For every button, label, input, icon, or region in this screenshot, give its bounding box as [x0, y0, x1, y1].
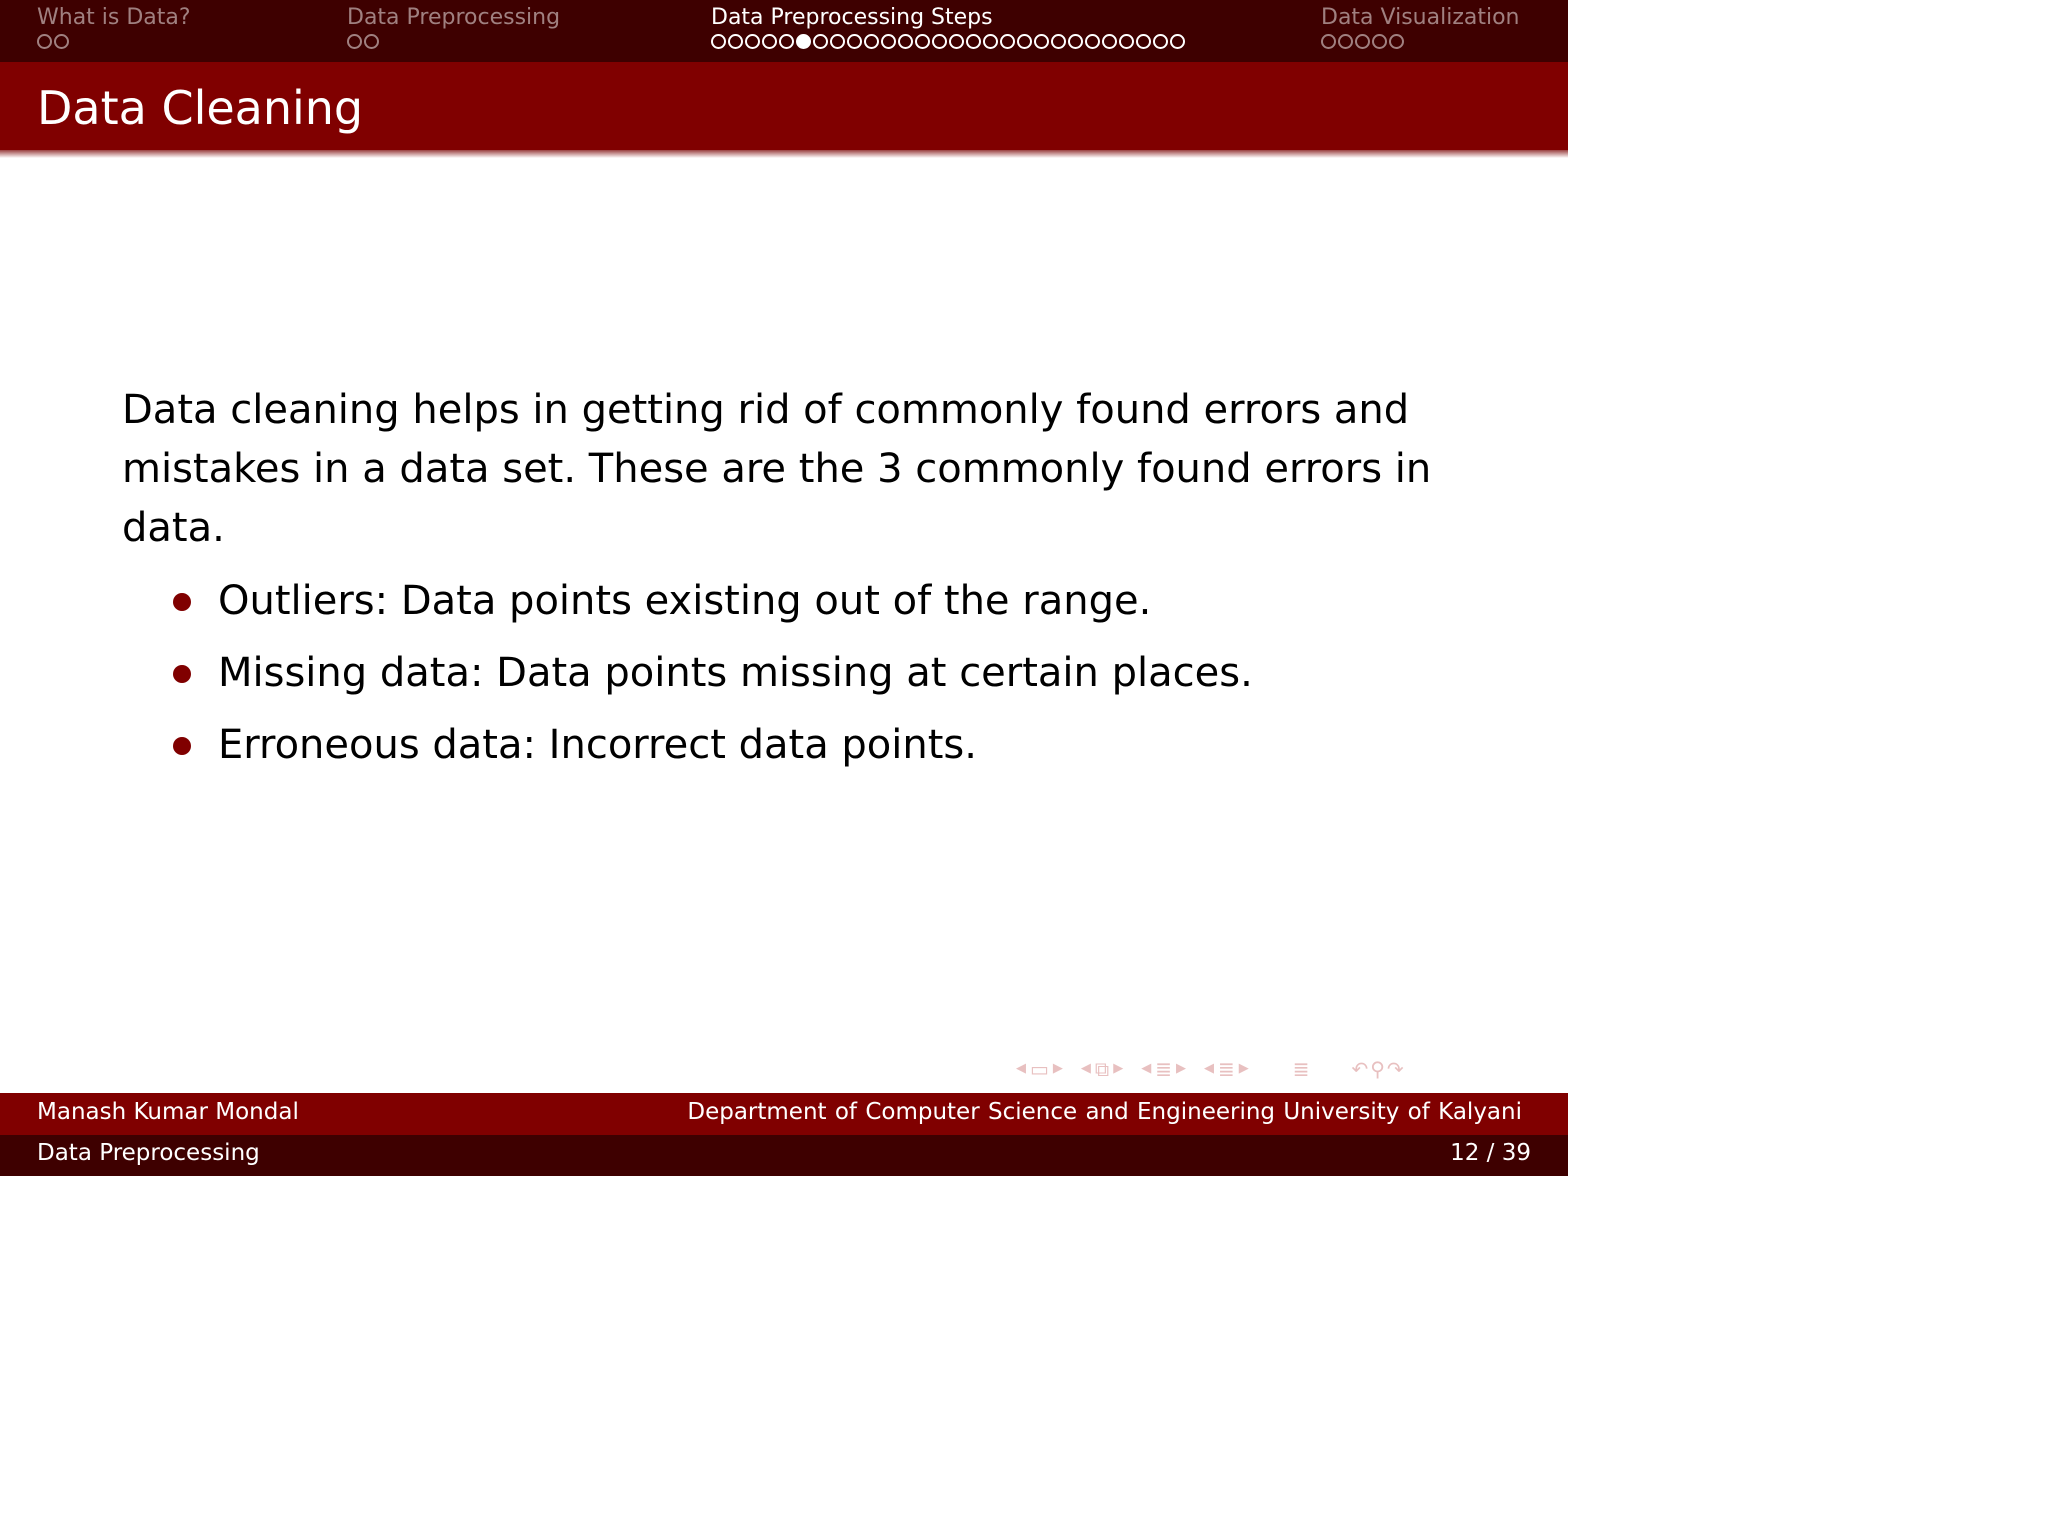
frame-dot[interactable] — [347, 34, 362, 49]
frame-dot[interactable] — [1085, 34, 1100, 49]
frame-dot[interactable] — [711, 34, 726, 49]
section-navigation-bar — [0, 0, 1568, 62]
error-list — [122, 572, 1442, 774]
frame-dot[interactable] — [762, 34, 777, 49]
frame-dot[interactable] — [1000, 34, 1015, 49]
frame-dot[interactable] — [898, 34, 913, 49]
forward-icon[interactable]: ↷ — [1386, 1057, 1404, 1081]
frame-dot[interactable] — [949, 34, 964, 49]
frame-dot[interactable] — [1372, 34, 1387, 49]
frame-dot[interactable] — [745, 34, 760, 49]
frame-dot[interactable] — [983, 34, 998, 49]
frame-dot[interactable] — [1170, 34, 1185, 49]
presentation-nav-icon[interactable]: ≣ — [1217, 1057, 1235, 1081]
nav-section-data-visualization[interactable] — [1321, 3, 1519, 49]
bullet-icon — [173, 665, 191, 683]
frame-title-bar — [0, 62, 1568, 150]
prev-subsection-icon[interactable]: ◀ — [1080, 1061, 1091, 1076]
frame-dot[interactable] — [1153, 34, 1168, 49]
bullet-icon — [173, 737, 191, 755]
current-frame-dot[interactable] — [796, 34, 811, 49]
frame-dot[interactable] — [1102, 34, 1117, 49]
prev-presentation-icon[interactable]: ◀ — [1203, 1061, 1214, 1076]
frame-dot[interactable] — [1034, 34, 1049, 49]
prev-frame-icon[interactable]: ◀ — [1016, 1061, 1026, 1076]
search-icon[interactable]: ⚲ — [1370, 1057, 1385, 1081]
intro-paragraph: Data cleaning helps in getting rid of commonly found errors and mistakes in a data set. These are the 3 commonly found errors in data. — [122, 387, 1432, 551]
footer-title-bar — [0, 1135, 1568, 1176]
frame-dot[interactable] — [932, 34, 947, 49]
nav-section-dots — [1321, 34, 1519, 49]
nav-section-dots — [347, 34, 560, 49]
list-item-text: Erroneous data: Incorrect data points. — [218, 722, 977, 768]
frame-dot[interactable] — [966, 34, 981, 49]
frame-dot[interactable] — [1136, 34, 1151, 49]
appendix-nav-icon[interactable]: ≣ — [1292, 1057, 1310, 1081]
list-item-text: Missing data: Data points missing at certain places. — [218, 650, 1253, 696]
nav-section-preprocessing-steps[interactable] — [711, 3, 1185, 49]
frame-dot[interactable] — [779, 34, 794, 49]
nav-section-dots — [37, 34, 191, 49]
frame-dot[interactable] — [1119, 34, 1134, 49]
nav-section-dots — [711, 34, 1185, 49]
frame-dot[interactable] — [915, 34, 930, 49]
footer-author: Manash Kumar Mondal — [37, 1099, 299, 1125]
nav-section-title[interactable]: What is Data? — [37, 5, 191, 30]
frame-dot[interactable] — [1051, 34, 1066, 49]
frame-dot[interactable] — [1017, 34, 1032, 49]
frame-dot[interactable] — [728, 34, 743, 49]
subsection-nav-icon[interactable]: ⧉ — [1094, 1057, 1110, 1081]
next-frame-icon[interactable]: ▶ — [1052, 1061, 1063, 1076]
frame-dot[interactable] — [1068, 34, 1083, 49]
bullet-icon — [173, 593, 191, 611]
frame-dot[interactable] — [864, 34, 879, 49]
footer-institute: Department of Computer Science and Engineering University of Kalyani — [687, 1099, 1522, 1125]
frame-dot[interactable] — [1338, 34, 1353, 49]
page-number: 12 / 39 — [1450, 1140, 1531, 1166]
frame-dot[interactable] — [1355, 34, 1370, 49]
next-section-icon[interactable]: ▶ — [1175, 1061, 1186, 1076]
frame-dot[interactable] — [1321, 34, 1336, 49]
frame-dot[interactable] — [830, 34, 845, 49]
nav-section-title[interactable]: Data Visualization — [1321, 5, 1520, 30]
frame-title: Data Cleaning — [37, 81, 364, 135]
next-subsection-icon[interactable]: ▶ — [1113, 1061, 1124, 1076]
footer-short-title: Data Preprocessing — [37, 1140, 260, 1166]
slide-body — [122, 381, 1442, 788]
frame-dot[interactable] — [364, 34, 379, 49]
next-presentation-icon[interactable]: ▶ — [1238, 1061, 1249, 1076]
footer-author-bar — [0, 1093, 1568, 1135]
prev-section-icon[interactable]: ◀ — [1141, 1061, 1152, 1076]
frame-nav-icon[interactable]: ▭ — [1030, 1057, 1049, 1081]
nav-section-title[interactable]: Data Preprocessing — [347, 5, 561, 30]
nav-section-data-preprocessing[interactable] — [347, 3, 560, 49]
frame-dot[interactable] — [54, 34, 69, 49]
frame-dot[interactable] — [1389, 34, 1404, 49]
frame-dot[interactable] — [881, 34, 896, 49]
list-item — [122, 716, 1442, 774]
list-item — [122, 644, 1442, 702]
navigation-symbols — [1012, 1056, 1557, 1082]
frame-dot[interactable] — [813, 34, 828, 49]
list-item-text: Outliers: Data points existing out of the range. — [218, 578, 1152, 624]
nav-section-title[interactable]: Data Preprocessing Steps — [711, 5, 993, 30]
nav-section-what-is-data[interactable] — [37, 3, 191, 49]
list-item — [122, 572, 1442, 630]
back-icon[interactable]: ↶ — [1351, 1057, 1369, 1081]
frame-dot[interactable] — [37, 34, 52, 49]
frame-dot[interactable] — [847, 34, 862, 49]
section-nav-icon[interactable]: ≣ — [1155, 1057, 1172, 1081]
